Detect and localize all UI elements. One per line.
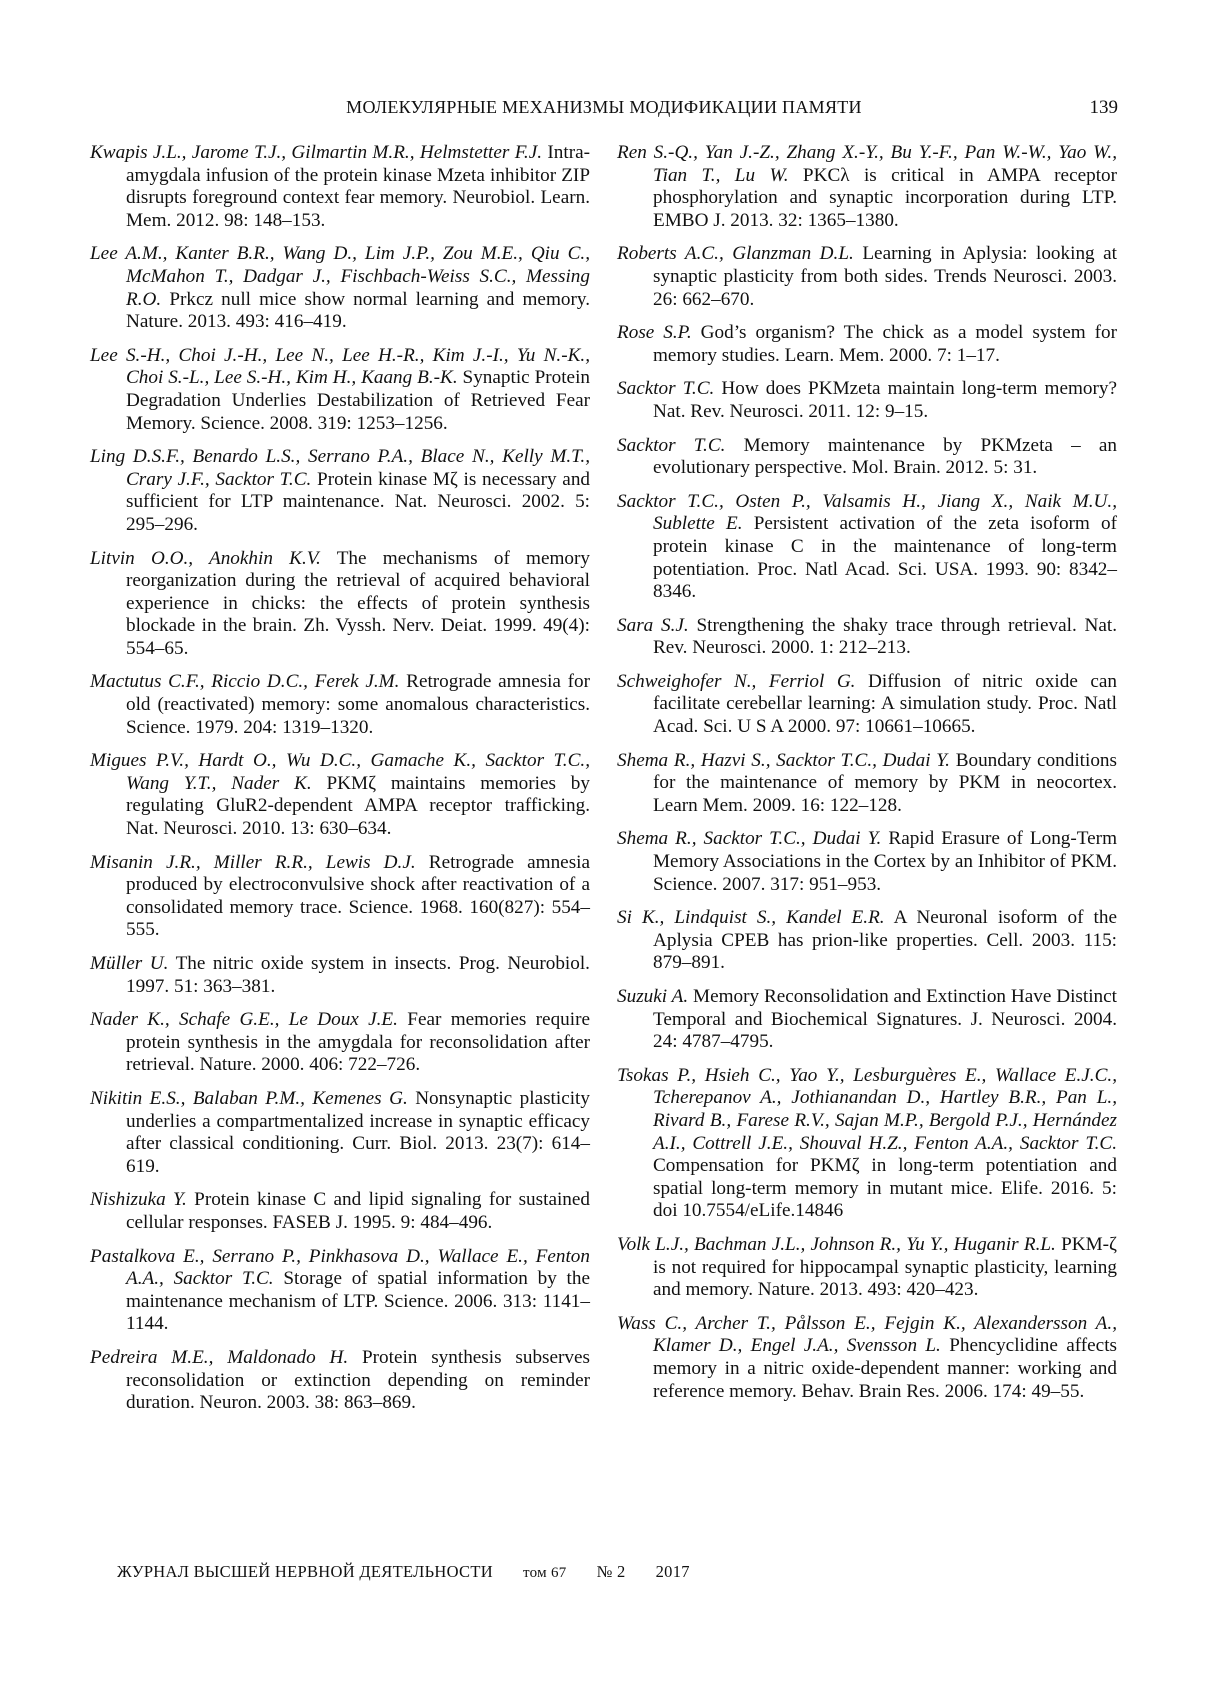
reference-authors: Nader K., Schafe G.E., Le Doux J.E. [90,1009,398,1031]
reference-text: PKMζ maintains memories by regulating GluR2-dependent AMPA receptor trafficking. Nat. Neurosci. 2010. 13: 630–634. [126,772,590,840]
reference-entry [617,435,1117,480]
reference-entry [90,671,590,739]
journal-issue: № 2 [596,1562,626,1581]
reference-entry [90,243,590,333]
reference-entry [90,953,590,998]
reference-authors: Migues P.V., Hardt O., Wu D.C., Gamache K., Sacktor T.C., Wang Y.T., Nader K. [90,750,590,794]
reference-text: Protein synthesis subserves reconsolidation or extinction depending on reminder duration. Neuron. 2003. 38: 863–869. [126,1346,590,1414]
reference-entry [90,1189,590,1234]
reference-text: God’s organism? The chick as a model system for memory studies. Learn. Mem. 2000. 7: 1–17. [653,322,1117,366]
reference-authors: Sacktor T.C. [617,378,715,400]
reference-entry [617,671,1117,739]
reference-authors: Volk L.J., Bachman J.L., Johnson R., Yu Y., Huganir R.L. [617,1233,1056,1255]
page-number: 139 [1089,97,1118,118]
reference-authors: Rose S.P. [617,322,692,344]
reference-authors: Ren S.-Q., Yan J.-Z., Zhang X.-Y., Bu Y.-F., Pan W.-W., Yao W., Tian T., Lu W. [617,142,1117,186]
reference-text: Diffusion of nitric oxide can facilitate cerebellar learning: A simulation study. Proc. Natl Acad. Sci. U S A 2000. 97: 10661–10665. [653,670,1117,738]
reference-text: Intra-amygdala infusion of the protein kinase Mzeta inhibitor ZIP disrupts foreground context fear memory. Neurobiol. Learn. Mem. 2012. 98: 148–153. [126,142,591,231]
reference-authors: Tsokas P., Hsieh C., Yao Y., Lesburguères E., Wallace E.J.C., Tcherepanov A., Jothianandan D., Hartley B.R., Pan L., Rivard B., Farese R.V., Sajan M.P., Bergold P.J., Hernández A.I., Cottrell J.E., Shouval H.Z., Fenton A.A., Sacktor T.C. [617,1064,1117,1154]
reference-entry [90,1246,590,1336]
reference-text: Retrograde amnesia for old (reactivated) memory: some anomalous characteristics. Science. 1979. 204: 1319–1320. [126,671,590,738]
running-title: МОЛЕКУЛЯРНЫЕ МЕХАНИЗМЫ МОДИФИКАЦИИ ПАМЯТИ [346,97,862,117]
reference-text: Persistent activation of the zeta isoform of protein kinase C in the maintenance of long-term potentiation. Proc. Natl Acad. Sci. USA. 1993. 90: 8342–8346. [653,513,1118,603]
reference-authors: Sara S.J. [617,614,689,636]
reference-text: The mechanisms of memory reorganization during the retrieval of acquired behavioral experience in chicks: the effects of protein synthesis blockade in the brain. Zh. Vyssh. Nerv. Deiat. 1999. 49(4): 554–65. [126,547,591,659]
reference-text: PKCλ is critical in AMPA receptor phosphorylation and synaptic incorporation during LTP. EMBO J. 2013. 32: 1365–1380. [653,164,1118,231]
journal-year: 2017 [655,1562,690,1581]
reference-authors: Müller U. [90,953,169,974]
reference-entry [90,1009,590,1077]
reference-text: Learning in Aplysia: looking at synaptic plasticity from both sides. Trends Neurosci. 2003. 26: 662–670. [653,243,1118,310]
journal-volume: том 67 [522,1565,567,1581]
reference-authors: Shema R., Hazvi S., Sacktor T.C., Dudai Y. [617,749,950,771]
reference-entry [90,1088,590,1178]
reference-authors: Sacktor T.C., Osten P., Valsamis H., Jiang X., Naik M.U., Sublette E. [617,490,1117,535]
journal-footer [117,1562,690,1582]
reference-text: Phencyclidine affects memory in a nitric oxide-dependent manner: working and reference memory. Behav. Brain Res. 2006. 174: 49–55. [653,1335,1117,1402]
reference-text: A Neuronal isoform of the Aplysia CPEB has prion-like properties. Cell. 2003. 115: 879–891. [653,907,1117,974]
reference-text: Protein kinase Mζ is necessary and sufficient for LTP maintenance. Nat. Neurosci. 2002. 5: 295–296. [126,468,591,535]
reference-authors: Ling D.S.F., Benardo L.S., Serrano P.A., Blace N., Kelly M.T., Crary J.F., Sacktor T.C. [90,446,590,490]
reference-entry [90,345,590,435]
references-right-column [617,142,1117,1414]
reference-entry [617,986,1117,1054]
reference-entry [90,548,590,661]
reference-authors: Nikitin E.S., Balaban P.M., Kemenes G. [90,1087,408,1109]
reference-text: Fear memories require protein synthesis in the amygdala for reconsolidation after retrieval. Nature. 2000. 406: 722–726. [126,1009,591,1076]
reference-authors: Shema R., Sacktor T.C., Dudai Y. [617,828,882,850]
reference-authors: Wass C., Archer T., Pålsson E., Fejgin K., Alexandersson A., Klamer D., Engel J.A., Svensson L. [617,1312,1117,1357]
reference-entry [617,378,1117,423]
reference-entry [90,750,590,840]
reference-entry [90,142,590,232]
reference-entry [617,1234,1117,1302]
reference-authors: Sacktor T.C. [617,434,726,456]
running-head [90,97,1118,127]
reference-text: Nonsynaptic plasticity underlies a compartmentalized increase in synaptic efficacy after classical conditioning. Curr. Biol. 2013. 23(7): 614–619. [126,1087,590,1177]
reference-entry [617,907,1117,975]
reference-authors: Kwapis J.L., Jarome T.J., Gilmartin M.R., Helmstetter F.J. [90,142,543,163]
reference-authors: Litvin O.O., Anokhin K.V. [90,547,321,569]
journal-name: ЖУРНАЛ ВЫСШЕЙ НЕРВНОЙ ДЕЯТЕЛЬНОСТИ [117,1562,493,1581]
reference-authors: Lee A.M., Kanter B.R., Wang D., Lim J.P., Zou M.E., Qiu C., McMahon T., Dadgar J., Fischbach-Weiss S.C., Messing R.O. [90,243,590,310]
reference-authors: Si K., Lindquist S., Kandel E.R. [617,907,885,929]
reference-entry [90,446,590,536]
reference-entry [617,750,1117,818]
reference-entry [617,1065,1117,1223]
reference-text: Boundary conditions for the maintenance of memory by PKM in neocortex. Learn Mem. 2009. 16: 122–128. [653,749,1117,816]
reference-entry [617,1313,1117,1403]
reference-entry [90,852,590,942]
reference-text: Rapid Erasure of Long-Term Memory Associations in the Cortex by an Inhibitor of PKM. Science. 2007. 317: 951–953. [653,828,1117,895]
reference-text: Compensation for PKMζ in long-term potentiation and spatial long-term memory in mutant mice. Elife. 2016. 5: doi 10.7554/eLife.14846 [653,1155,1117,1222]
reference-entry [617,243,1117,311]
reference-entry [90,1347,590,1415]
reference-text: Strengthening the shaky trace through retrieval. Nat. Rev. Neurosci. 2000. 1: 212–213. [653,614,1118,659]
reference-authors: Misanin J.R., Miller R.R., Lewis D.J. [90,851,416,873]
reference-text: Retrograde amnesia produced by electroconvulsive shock after reactivation of a consolidated memory trace. Science. 1968. 160(827): 554–555. [126,851,591,941]
reference-authors: Suzuki A. [617,986,689,1007]
reference-text: The nitric oxide system in insects. Prog. Neurobiol. 1997. 51: 363–381. [126,953,590,997]
reference-authors: Mactutus C.F., Riccio D.C., Ferek J.M. [90,671,400,693]
reference-authors: Schweighofer N., Ferriol G. [617,670,856,692]
reference-authors: Pastalkova E., Serrano P., Pinkhasova D., Wallace E., Fenton A.A., Sacktor T.C. [90,1245,590,1290]
reference-authors: Nishizuka Y. [90,1189,187,1211]
reference-entry [617,322,1117,367]
reference-text: How does PKMzeta maintain long-term memory? Nat. Rev. Neurosci. 2011. 12: 9–15. [653,378,1117,422]
reference-entry [617,142,1117,232]
reference-entry [617,491,1117,604]
reference-entry [617,615,1117,660]
reference-authors: Lee S.-H., Choi J.-H., Lee N., Lee H.-R., Kim J.-I., Yu N.-K., Choi S.-L., Lee S.-H., Kim H., Kaang B.-K. [90,344,590,389]
reference-authors: Roberts A.C., Glanzman D.L. [617,243,854,265]
reference-authors: Pedreira M.E., Maldonado H. [90,1346,349,1368]
reference-text: Memory maintenance by PKMzeta – an evolutionary perspective. Mol. Brain. 2012. 5: 31. [653,434,1118,479]
reference-text: Protein kinase C and lipid signaling for sustained cellular responses. FASEB J. 1995. 9: 484–496. [126,1189,591,1233]
reference-entry [617,828,1117,896]
reference-text: Memory Reconsolidation and Extinction Have Distinct Temporal and Biochemical Signatures. J. Neurosci. 2004. 24: 4787–4795. [653,986,1117,1053]
references-left-column [90,142,590,1426]
reference-text: Storage of spatial information by the maintenance mechanism of LTP. Science. 2006. 313: 1141–1144. [126,1268,590,1335]
reference-text: PKM-ζ is not required for hippocampal synaptic plasticity, learning and memory. Nature. 2013. 493: 420–423. [653,1233,1117,1301]
reference-text: Synaptic Protein Degradation Underlies Destabilization of Retrieved Fear Memory. Science. 2008. 319: 1253–1256. [126,367,590,434]
reference-text: Prkcz null mice show normal learning and memory. Nature. 2013. 493: 416–419. [126,288,591,333]
